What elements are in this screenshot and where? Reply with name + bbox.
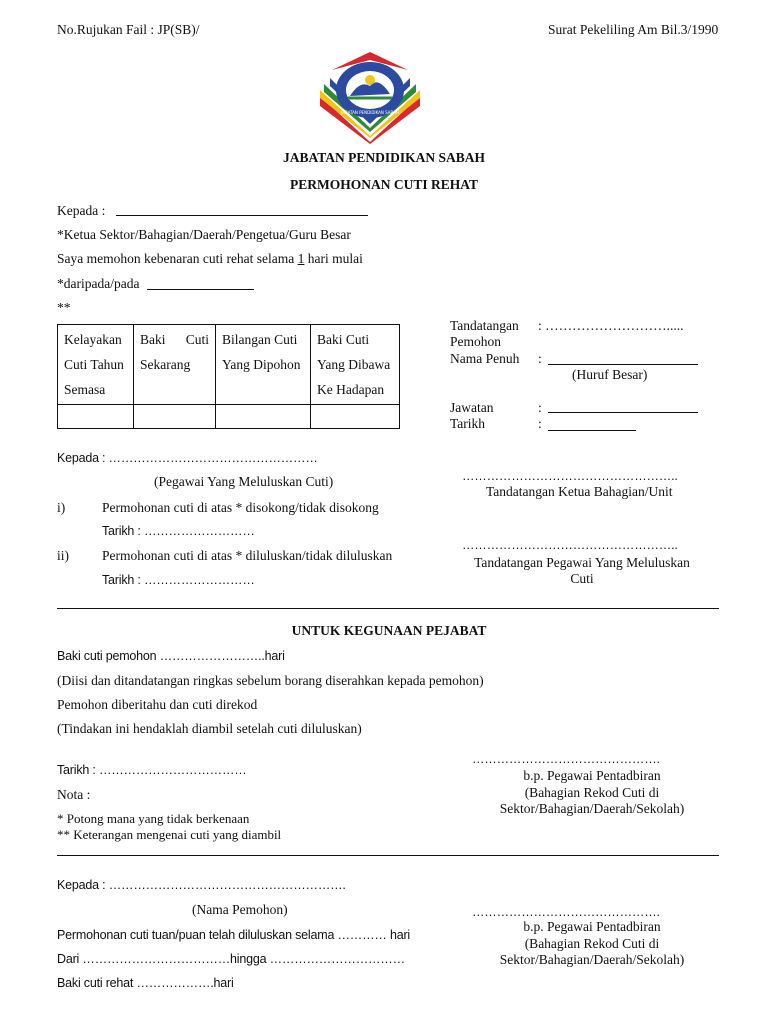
footnote-2: ** Keterangan mengenai cuti yang diambil (57, 827, 282, 842)
office-signature-label: b.p. Pegawai Pentadbiran (Bahagian Rekod Cuti di Sektor/Bahagian/Daerah/Sekolah) (499, 768, 685, 816)
office-date[interactable]: Tarikh : ……………………………… (57, 763, 247, 777)
note-label: Nota : (57, 787, 91, 802)
position-field[interactable] (548, 398, 698, 413)
leave-dates[interactable]: Dari ………………………………hingga …………………………… (57, 952, 405, 966)
office-title: UNTUK KEGUNAAN PEJABAT (291, 623, 487, 638)
table-cell[interactable] (311, 405, 400, 429)
approver-signature-field[interactable]: …………………………………………….. (462, 538, 678, 552)
table-header-row (58, 325, 400, 405)
jabatan-logo (316, 50, 424, 144)
item-1-number: i) (57, 500, 66, 515)
reply-balance[interactable]: Baki cuti rehat ……………….hari (57, 976, 234, 990)
approval-to-label: Kepada (57, 451, 99, 465)
date-label: Tarikh (450, 416, 486, 431)
position-label: Jawatan (450, 400, 494, 415)
table-cell[interactable] (216, 405, 311, 429)
action-note: (Tindakan ini hendaklah diambil setelah cuti diluluskan) (57, 721, 362, 736)
to-label: Kepada : (57, 203, 106, 218)
recipient-field[interactable] (116, 201, 368, 216)
table-header-cell: Baki Cuti Sekarang (134, 325, 216, 405)
table-row (58, 405, 400, 429)
notified-text: Pemohon diberitahu dan cuti direkod (57, 697, 258, 712)
item-2-date[interactable]: Tarikh : ……………………… (102, 573, 255, 587)
reply-signature-field[interactable]: ………………………………………. (472, 905, 660, 919)
table-header-cell: Bilangan Cuti Yang Dipohon (216, 325, 311, 405)
item-1-text: Permohonan cuti di atas * disokong/tidak disokong (102, 500, 379, 515)
caps-note: (Huruf Besar) (572, 367, 648, 382)
applicant-name-note: (Nama Pemohon) (192, 902, 288, 917)
table-cell[interactable] (134, 405, 216, 429)
approver-signature-label: Tandatangan Pegawai Yang Meluluskan Cuti (474, 555, 690, 586)
office-balance[interactable]: Baki cuti pemohon ……………………..hari (57, 649, 285, 663)
section-divider (57, 608, 719, 609)
from-label: *daripada/pada (57, 276, 140, 291)
logo-caption: JABATAN PENDIDIKAN SABAH (341, 110, 399, 115)
head-signature-field[interactable]: …………………………………………….. (462, 469, 678, 483)
signature-label-2: Pemohon (450, 334, 502, 349)
item-2-text: Permohonan cuti di atas * diluluskan/tidak diluluskan (102, 548, 393, 563)
table-cell[interactable] (58, 405, 134, 429)
table-header-cell: Baki Cuti Yang Dibawa Ke Hadapan (311, 325, 400, 405)
department-title: JABATAN PENDIDIKAN SABAH (282, 150, 486, 165)
from-date-field[interactable] (147, 275, 254, 290)
leave-request-text: Saya memohon kebenaran cuti rehat selama 1 hari mulai (57, 251, 363, 266)
request-days: 1 (297, 251, 305, 266)
fullname-colon: : (538, 351, 542, 366)
double-star-note: ** (57, 300, 71, 315)
fill-note: (Diisi dan ditandatangan ringkas sebelum borang diserahkan kepada pemohon) (57, 673, 484, 688)
signature-field[interactable]: : ………………………..... (538, 318, 684, 333)
head-signature-label: Tandatangan Ketua Bahagian/Unit (486, 484, 673, 499)
section-divider (57, 855, 719, 856)
fullname-field[interactable] (548, 350, 698, 365)
table-header-cell: Kelayakan Cuti Tahun Semasa (58, 325, 134, 405)
approver-note: (Pegawai Yang Meluluskan Cuti) (154, 474, 334, 489)
approved-duration[interactable]: Permohonan cuti tuan/puan telah diluluskan selama ………… hari (57, 928, 410, 942)
file-reference: No.Rujukan Fail : JP(SB)/ (57, 22, 200, 37)
reply-to[interactable]: Kepada : …………………………………………………. (57, 878, 346, 892)
office-signature-field[interactable]: ………………………………………. (472, 752, 660, 766)
item-1-date[interactable]: Tarikh : ……………………… (102, 524, 255, 538)
leave-table (57, 324, 400, 429)
date-field[interactable] (548, 416, 636, 431)
recipient-options: *Ketua Sektor/Bahagian/Daerah/Pengetua/Guru Besar (57, 227, 351, 242)
form-title: PERMOHONAN CUTI REHAT (289, 177, 478, 192)
signature-label: Tandatangan (450, 318, 519, 333)
position-colon: : (538, 400, 542, 415)
fullname-label: Nama Penuh (450, 351, 520, 366)
date-colon: : (538, 416, 542, 431)
item-2-number: ii) (57, 548, 69, 563)
circular-number: Surat Pekeliling Am Bil.3/1990 (548, 22, 719, 37)
footnote-1: * Potong mana yang tidak berkenaan (57, 811, 250, 826)
reply-signature-label: b.p. Pegawai Pentadbiran (Bahagian Rekod Cuti di Sektor/Bahagian/Daerah/Sekolah) (499, 919, 685, 967)
approval-to-field[interactable]: : …………………………………………… (102, 451, 318, 465)
